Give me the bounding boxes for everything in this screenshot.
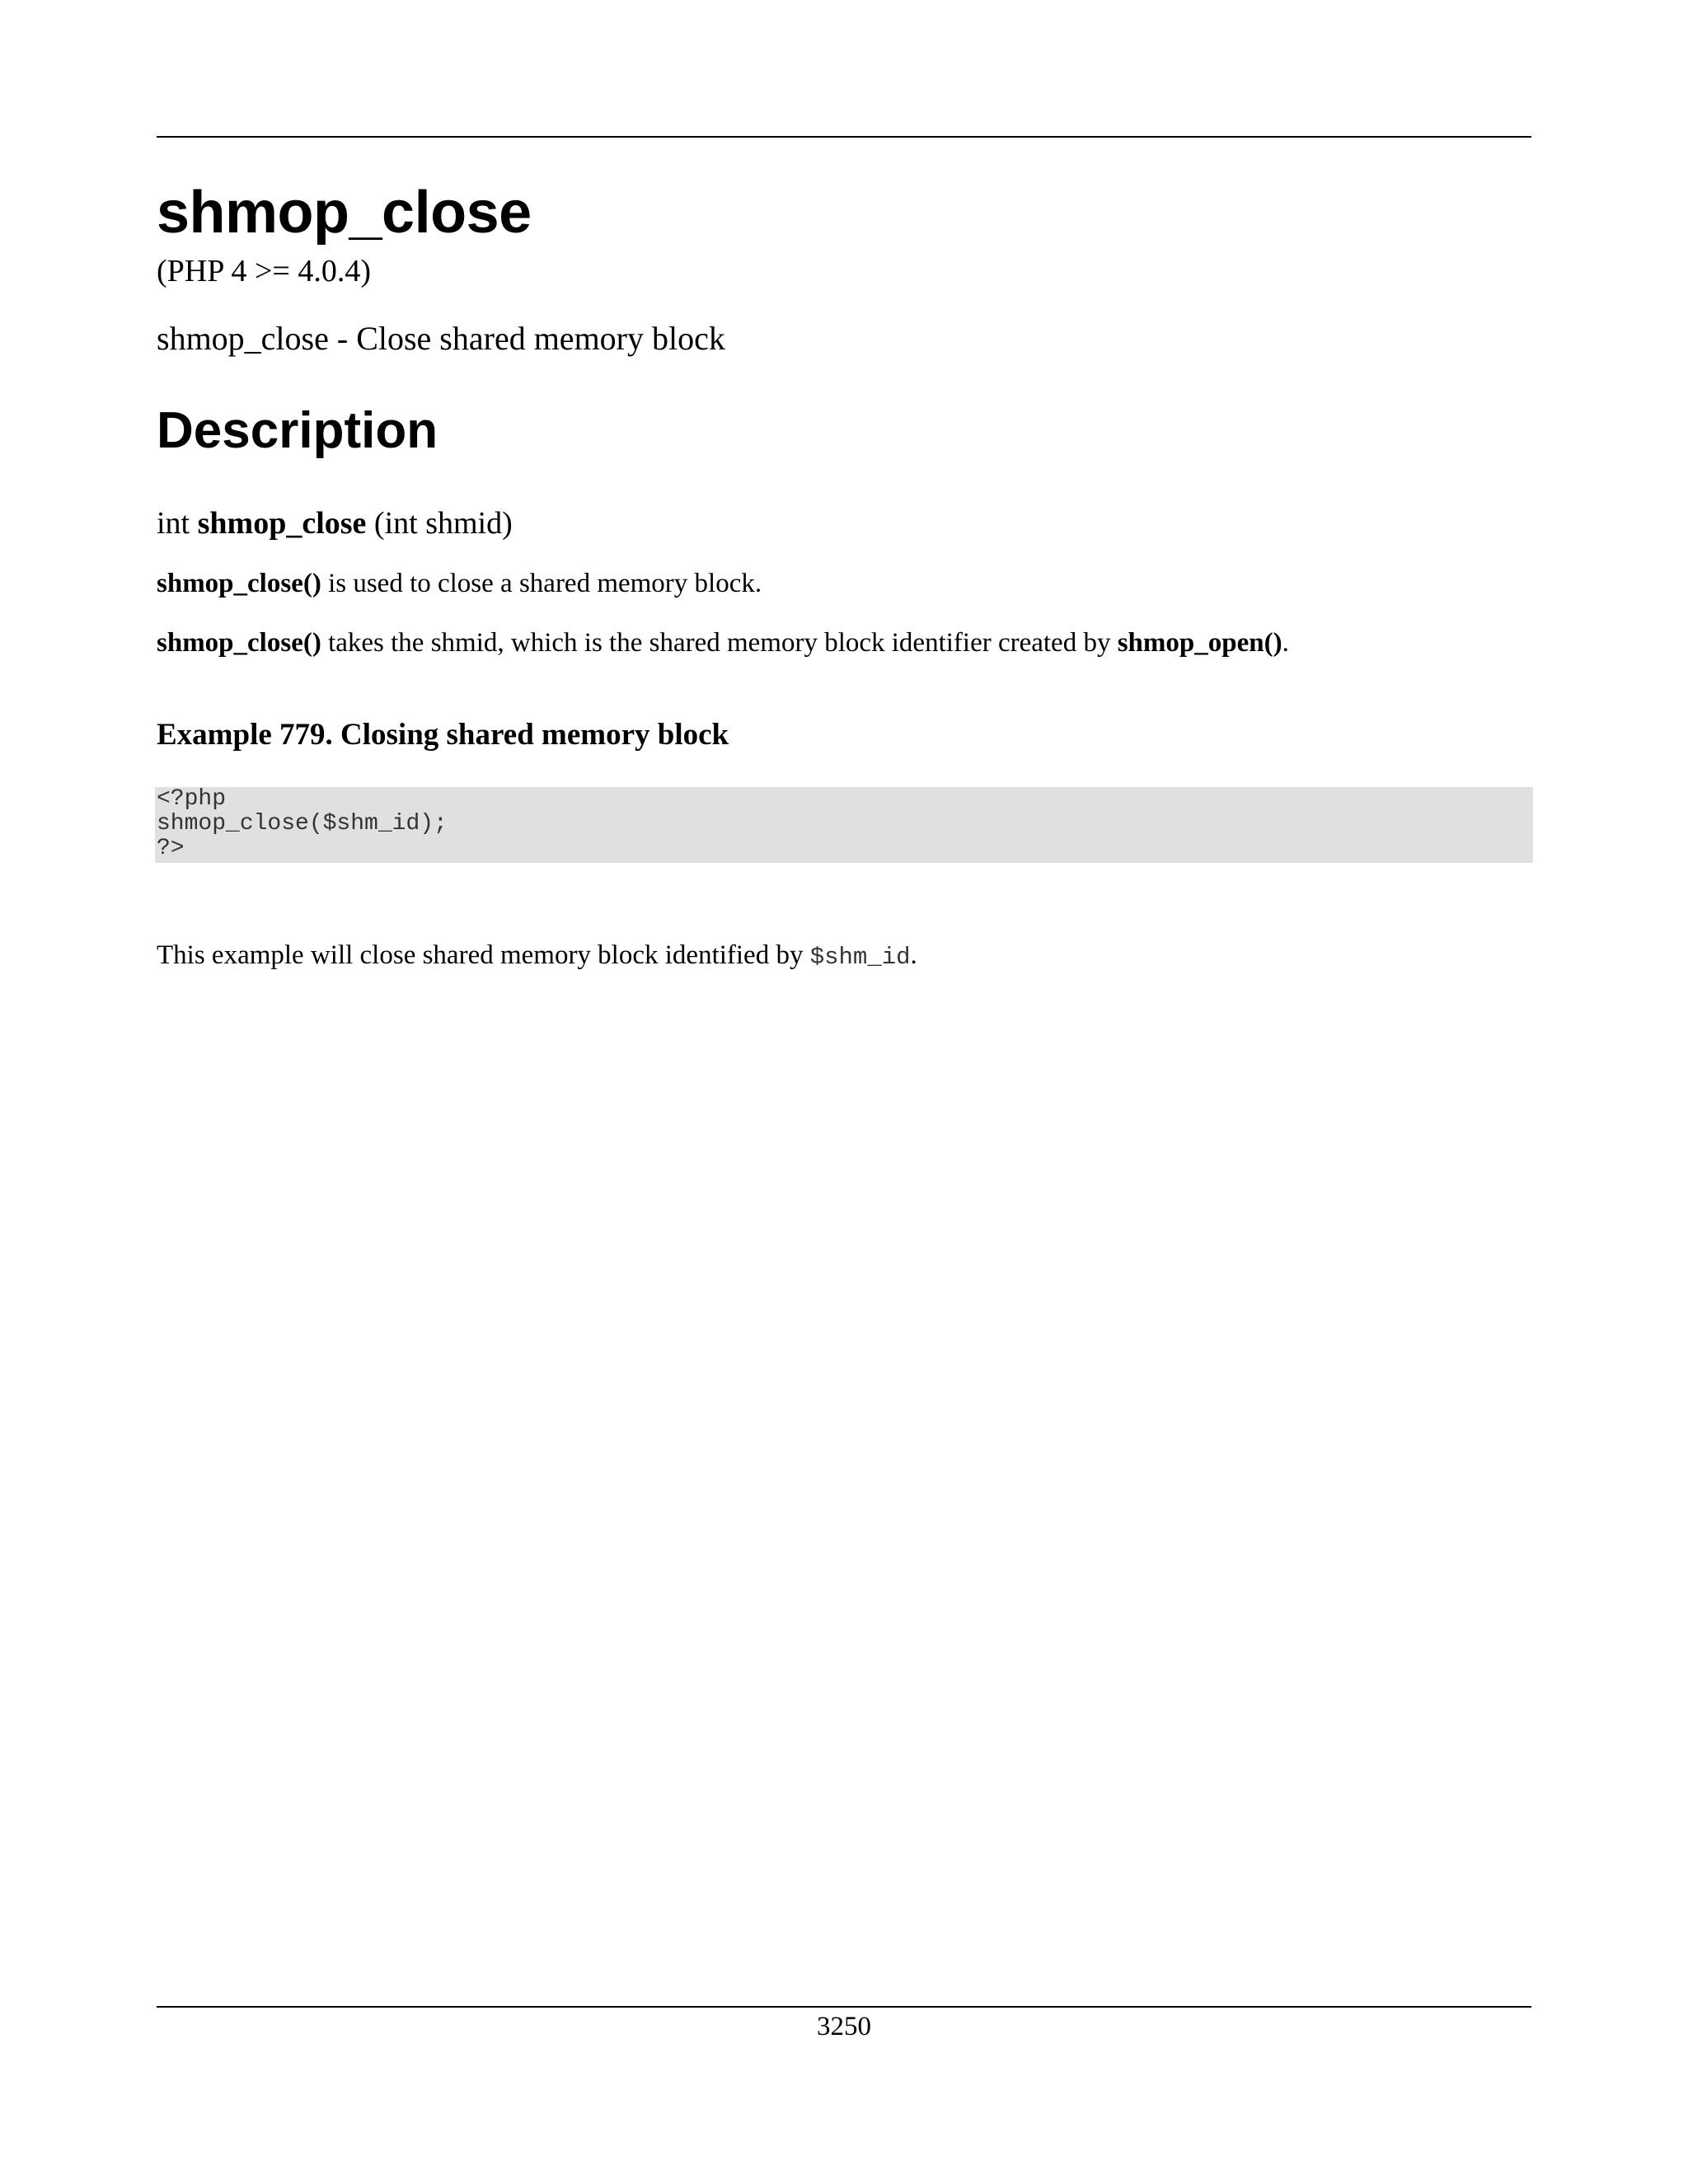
synopsis-params: (int shmid) — [373, 506, 513, 541]
paragraph-text: takes the shmid, which is the shared memory block identifier created by — [321, 628, 1118, 658]
function-reference: shmop_close() — [157, 569, 321, 598]
synopsis-return-type: int — [157, 506, 190, 541]
synopsis-function-name: shmop_close — [197, 506, 367, 541]
header-rule — [157, 136, 1531, 138]
ref-purpose: shmop_close - Close shared memory block — [157, 320, 725, 357]
paragraph-end: . — [1282, 628, 1289, 658]
shmop-open-link[interactable]: shmop_open() — [1117, 628, 1282, 658]
footer-rule — [157, 2006, 1531, 2008]
code-line: ?> — [157, 836, 185, 861]
function-reference: shmop_close() — [157, 628, 321, 658]
example-explanation — [157, 940, 917, 972]
paragraph-text: is used to close a shared memory block. — [321, 569, 762, 598]
function-synopsis — [157, 507, 513, 541]
code-example — [155, 787, 1533, 863]
manual-page — [157, 0, 1531, 2184]
page-title: shmop_close — [157, 180, 532, 246]
variable-name: $shm_id — [809, 944, 911, 971]
explanation-end: . — [910, 940, 917, 970]
explanation-text: This example will close shared memory block identified by — [157, 940, 810, 970]
description-heading: Description — [157, 402, 438, 459]
description-paragraph-2 — [157, 628, 1289, 659]
page-number: 3250 — [817, 2012, 871, 2041]
code-line: <?php — [157, 786, 227, 812]
version-info: (PHP 4 >= 4.0.4) — [157, 254, 371, 288]
code-line: shmop_close($shm_id); — [157, 811, 448, 837]
example-title: Example 779. Closing shared memory block — [157, 718, 729, 752]
description-paragraph-1 — [157, 569, 762, 600]
